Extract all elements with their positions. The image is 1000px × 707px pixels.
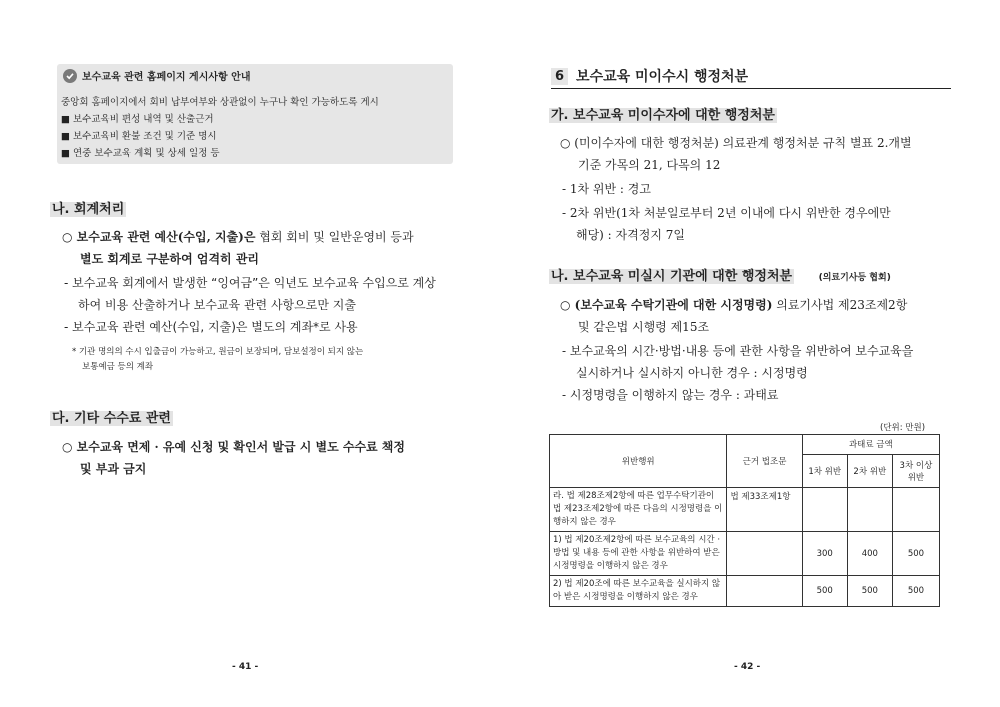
notice-title: [63, 68, 251, 83]
table-row: 1) 법 제20조제2항에 따른 보수교육의 시간 · 방법 및 내용 등에 관한 사항을 위반하여 받은 시정명령을 이행하지 않은 경우 300 400 500: [550, 532, 940, 576]
notice-item: ■ 보수교육비 편성 내역 및 산출근거: [61, 114, 214, 125]
page-42: [500, 0, 1000, 707]
section-name: 보수교육 미이수시 행정처분: [576, 69, 749, 85]
section-title: [551, 66, 748, 86]
unit-label: (단위: 만원): [880, 423, 926, 433]
check-icon: [63, 69, 77, 83]
second-violation: - 2차 위반(1차 처분일로부터 2년 이내에 다시 위반한 경우에만 해당) : 자격정지 7일: [562, 206, 891, 242]
third-header: 3차 이상 위반: [892, 454, 939, 487]
notice-item: ■ 보수교육비 환불 조건 및 기준 명시: [61, 131, 217, 142]
homepage-notice-box: [57, 64, 453, 164]
fine-paragraph: - 시정명령을 이행하지 않는 경우 : 과태료: [562, 388, 779, 402]
account-footnote: * 기관 명의의 수시 입출금이 가능하고, 원금이 보장되며, 담보설정이 되지 않는 보통예금 등의 계좌: [72, 347, 364, 372]
basis-header: 근거 법조문: [727, 435, 802, 488]
nonattendee-paragraph: ○ (미이수자에 대한 행정처분) 의료관계 행정처분 규칙 별표 2.개별 기준 가목의 21, 다목의 12: [560, 136, 912, 172]
section-heading-fees: 다. 기타 수수료 관련: [52, 411, 171, 426]
fees-paragraph: ○ 보수교육 면제 · 유예 신청 및 확인서 발급 시 별도 수수료 책정 및 부과 금지: [62, 440, 405, 476]
surplus-paragraph: - 보수교육 회계에서 발생한 “잉여금”은 익년도 보수교육 수입으로 계상 하여 비용 산출하거나 보수교육 관련 사항으로만 지출: [64, 276, 436, 312]
subsection-heading-institution: 나. 보수교육 미실시 기관에 대한 행정처분 (의료기사등 협회): [551, 269, 891, 284]
second-header: 2차 위반: [847, 454, 892, 487]
page-number: - 42 -: [734, 662, 761, 672]
violation-header: 위반행위: [550, 435, 727, 488]
section-heading-accounting: 나. 회계처리: [52, 202, 125, 217]
table-row: 2) 법 제20조에 따른 보수교육을 실시하지 않아 받은 시정명령을 이행하지 않은 경우 500 500 500: [550, 576, 940, 607]
table-row: 라. 법 제28조제2항에 따른 업무수탁기관이 법 제23조제2항에 따른 다음의 시정명령을 이행하지 않은 경우 법 제33조제1항: [550, 488, 940, 532]
subsection-heading-nonattendee: 가. 보수교육 미이수자에 대한 행정처분: [551, 108, 775, 123]
notice-item: ■ 연중 보수교육 계획 및 상세 일정 등: [61, 148, 220, 159]
accounting-main-paragraph: ○ 보수교육 관련 예산(수입, 지출)은 협회 회비 및 일반운영비 등과 별도 회계로 구분하여 엄격히 관리: [62, 230, 414, 266]
first-violation: - 1차 위반 : 경고: [562, 182, 651, 196]
section-rule: [551, 88, 951, 89]
notice-lead: 중앙회 홈페이지에서 회비 납부여부와 상관없이 누구나 확인 가능하도록 게시: [61, 97, 379, 108]
first-header: 1차 위반: [802, 454, 847, 487]
separate-account-paragraph: - 보수교육 관련 예산(수입, 지출)은 별도의 계좌*로 사용: [64, 320, 358, 334]
fine-header: 과태료 금액: [802, 435, 939, 455]
page-number: - 41 -: [232, 662, 259, 672]
violation-order-paragraph: - 보수교육의 시간·방법·내용 등에 관한 사항을 위반하여 보수교육을 실시하거나 실시하지 아니한 경우 : 시정명령: [562, 344, 914, 380]
notice-title-text: 보수교육 관련 홈페이지 게시사항 안내: [82, 72, 251, 83]
section-number: 6: [551, 68, 568, 85]
fine-table: [549, 434, 940, 607]
correction-order-paragraph: ○ (보수교육 수탁기관에 대한 시정명령) 의료기사법 제23조제2항 및 같은법 시행령 제15조: [560, 298, 908, 334]
